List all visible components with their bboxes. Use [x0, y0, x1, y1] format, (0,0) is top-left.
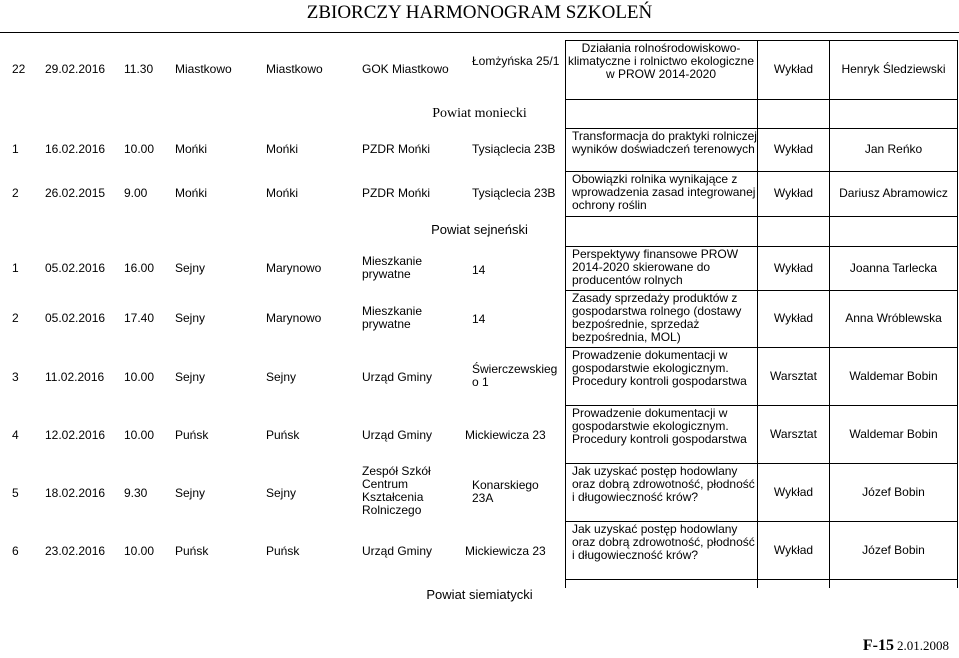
- row-commune: Puńsk: [175, 544, 209, 558]
- row-place: Puńsk: [266, 428, 300, 442]
- row-form: Wykład: [773, 142, 814, 156]
- row-time: 16.00: [124, 261, 155, 275]
- row-form: Wykład: [773, 186, 814, 200]
- row-time: 9.00: [124, 186, 148, 200]
- row-trainer: Józef Bobin: [862, 542, 925, 557]
- row-date: 18.02.2016: [45, 486, 106, 500]
- row-number: 2: [12, 186, 19, 200]
- form-date: 2.01.2008: [897, 638, 949, 653]
- row-commune: Sejny: [175, 486, 206, 500]
- row-place: Marynowo: [266, 311, 322, 325]
- row-form: Wykład: [773, 62, 814, 76]
- row-number: 1: [12, 261, 19, 275]
- row-trainer: Waldemar Bobin: [849, 426, 938, 441]
- row-topic: Zasady sprzedaży produktów z gospodarstwa rolnego (dostawy bezpośrednie, sprzedaż bezpośrednia, MOL): [572, 291, 742, 344]
- row-form: Wykład: [773, 542, 814, 557]
- row-venue: Urząd Gminy: [362, 544, 433, 558]
- row-topic: Prowadzenie dokumentacji w gospodarstwie ekologicznym. Procedury kontroli gospodarstwa: [572, 406, 747, 446]
- row-time: 10.00: [124, 370, 155, 384]
- row-address: Tysiąclecia 23B: [472, 142, 556, 156]
- row-place: Mońki: [266, 142, 299, 156]
- row-commune: Sejny: [175, 370, 206, 384]
- column-divider: [565, 40, 566, 588]
- row-number: 1: [12, 142, 19, 156]
- row-venue: Urząd Gminy: [362, 428, 433, 442]
- row-venue: GOK Miastkowo: [362, 62, 449, 76]
- row-venue: Zespół Szkół Centrum Kształcenia Rolniczego: [362, 464, 431, 517]
- row-time: 10.00: [124, 544, 155, 558]
- row-form: Wykład: [773, 484, 814, 499]
- row-number: 6: [12, 544, 19, 558]
- row-venue: PZDR Mońki: [362, 142, 431, 156]
- row-place: Miastkowo: [266, 62, 323, 76]
- document-title: ZBIORCZY HARMONOGRAM SZKOLEŃ: [306, 2, 653, 23]
- row-commune: Mońki: [175, 142, 208, 156]
- row-address: Tysiąclecia 23B: [472, 186, 556, 200]
- row-trainer: Jan Reńko: [864, 142, 923, 156]
- row-date: 16.02.2016: [45, 142, 106, 156]
- row-venue: Mieszkanie prywatne: [362, 254, 423, 281]
- row-date: 26.02.2015: [45, 186, 106, 200]
- row-date: 23.02.2016: [45, 544, 106, 558]
- row-commune: Mońki: [175, 186, 208, 200]
- section-header-moniecki: Powiat moniecki: [432, 106, 527, 121]
- row-address: Mickiewicza 23: [465, 428, 546, 442]
- row-time: 17.40: [124, 311, 155, 325]
- row-trainer: Józef Bobin: [862, 484, 925, 499]
- row-topic: Działania rolnośrodowiskowo-klimatyczne i rolnictwo ekologiczne w PROW 2014-2020: [567, 41, 755, 81]
- row-topic: Jak uzyskać postęp hodowlany oraz dobrą zdrowotność, płodność i długowieczność krów?: [572, 464, 755, 504]
- row-address: Łomżyńska 25/1: [472, 54, 560, 68]
- row-address: 14: [472, 312, 486, 326]
- row-date: 05.02.2016: [45, 311, 106, 325]
- row-venue: PZDR Mońki: [362, 186, 431, 200]
- row-venue: Mieszkanie prywatne: [362, 304, 423, 331]
- row-divider: [565, 216, 958, 217]
- row-time: 11.30: [124, 62, 154, 76]
- row-divider: [565, 99, 958, 100]
- column-divider: [957, 40, 958, 588]
- row-address: Świerczewskieg o 1: [472, 362, 558, 389]
- row-commune: Puńsk: [175, 428, 209, 442]
- section-header-siemiatycki: Powiat siemiatycki: [426, 587, 533, 602]
- row-form: Wykład: [773, 260, 814, 275]
- row-commune: Sejny: [175, 311, 206, 325]
- row-number: 2: [12, 311, 19, 325]
- row-form: Wykład: [773, 311, 814, 325]
- row-address: 14: [472, 263, 486, 277]
- row-trainer: Dariusz Abramowicz: [839, 186, 948, 200]
- row-trainer: Anna Wróblewska: [845, 311, 942, 325]
- section-header-sejnenski: Powiat sejneński: [431, 222, 528, 237]
- row-venue: Urząd Gminy: [362, 370, 433, 384]
- row-number: 22: [12, 62, 26, 76]
- form-code: F-15: [862, 637, 894, 654]
- row-address: Konarskiego 23A: [472, 478, 539, 505]
- row-number: 5: [12, 486, 19, 500]
- form-footer: [863, 637, 949, 655]
- row-date: 12.02.2016: [45, 428, 106, 442]
- row-time: 9.30: [124, 486, 148, 500]
- row-place: Sejny: [266, 370, 297, 384]
- row-place: Mońki: [266, 186, 299, 200]
- row-form: Warsztat: [770, 368, 817, 383]
- row-topic: Transformacja do praktyki rolniczej wyników doświadczeń terenowych: [572, 129, 757, 156]
- row-number: 4: [12, 428, 19, 442]
- row-topic: Perspektywy finansowe PROW 2014-2020 skierowane do producentów rolnych: [572, 247, 739, 287]
- row-time: 10.00: [124, 428, 155, 442]
- row-date: 05.02.2016: [45, 261, 106, 275]
- row-place: Sejny: [266, 486, 297, 500]
- row-topic: Prowadzenie dokumentacji w gospodarstwie ekologicznym. Procedury kontroli gospodarstwa: [572, 348, 747, 388]
- row-topic: Obowiązki rolnika wynikające z wprowadzenia zasad integrowanej ochrony roślin: [572, 172, 756, 212]
- row-commune: Sejny: [175, 261, 206, 275]
- row-trainer: Joanna Tarlecka: [849, 260, 938, 275]
- row-trainer: Henryk Śledziewski: [841, 62, 946, 76]
- row-place: Puńsk: [266, 544, 300, 558]
- row-place: Marynowo: [266, 261, 322, 275]
- row-address: Mickiewicza 23: [465, 544, 546, 558]
- row-commune: Miastkowo: [175, 62, 232, 76]
- row-trainer: Waldemar Bobin: [849, 368, 938, 383]
- row-date: 29.02.2016: [45, 62, 106, 76]
- row-number: 3: [12, 370, 19, 384]
- row-form: Warsztat: [770, 426, 817, 441]
- row-date: 11.02.2016: [45, 370, 105, 384]
- row-topic: Jak uzyskać postęp hodowlany oraz dobrą zdrowotność, płodność i długowieczność krów?: [572, 522, 755, 562]
- row-divider: [565, 579, 958, 580]
- row-time: 10.00: [124, 142, 155, 156]
- title-rule: [0, 32, 959, 33]
